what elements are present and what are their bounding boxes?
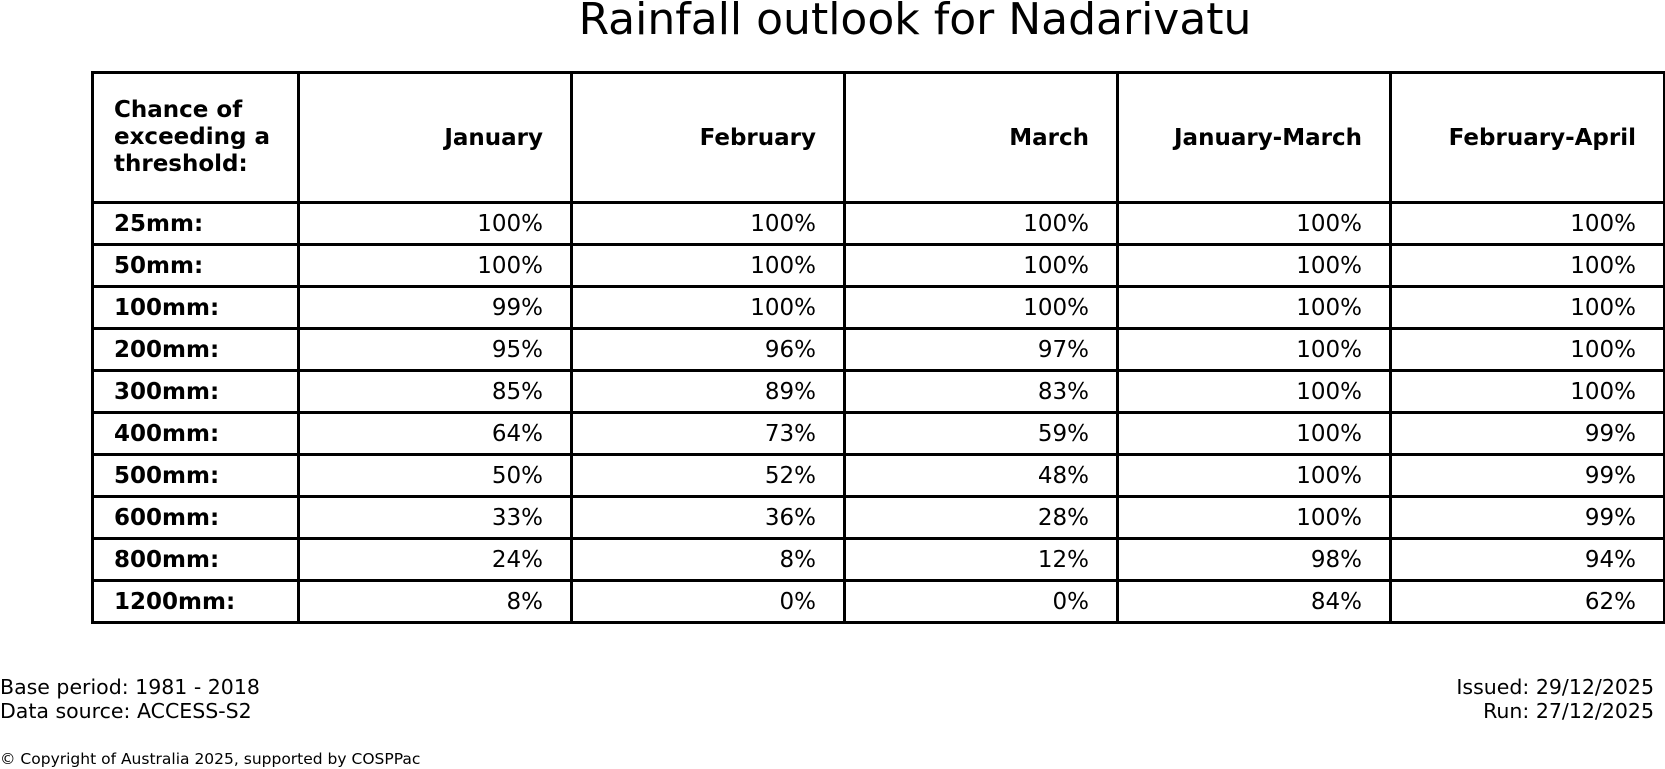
probability-cell: 95% (299, 329, 572, 371)
probability-cell: 100% (845, 203, 1118, 245)
table-row (93, 203, 1665, 245)
probability-cell: 100% (1118, 497, 1391, 539)
table-row (93, 287, 1665, 329)
threshold-header: Chance of exceeding a threshold: (93, 73, 299, 203)
probability-cell: 99% (299, 287, 572, 329)
probability-cell: 100% (299, 245, 572, 287)
threshold-label: 200mm: (93, 329, 299, 371)
probability-cell: 99% (1391, 497, 1665, 539)
table-row (93, 497, 1665, 539)
table-row (93, 371, 1665, 413)
probability-cell: 100% (572, 245, 845, 287)
table-row (93, 245, 1665, 287)
threshold-label: 500mm: (93, 455, 299, 497)
table-row (93, 581, 1665, 623)
probability-cell: 8% (299, 581, 572, 623)
column-header: January (299, 73, 572, 203)
probability-cell: 12% (845, 539, 1118, 581)
footer-right (1456, 675, 1654, 723)
probability-cell: 99% (1391, 455, 1665, 497)
probability-cell: 24% (299, 539, 572, 581)
probability-cell: 0% (572, 581, 845, 623)
probability-cell: 100% (1391, 245, 1665, 287)
probability-cell: 98% (1118, 539, 1391, 581)
probability-cell: 100% (1118, 287, 1391, 329)
probability-cell: 100% (1391, 203, 1665, 245)
probability-cell: 100% (572, 287, 845, 329)
probability-cell: 100% (1118, 203, 1391, 245)
table-header-row (93, 73, 1665, 203)
probability-cell: 33% (299, 497, 572, 539)
column-header: March (845, 73, 1118, 203)
probability-cell: 59% (845, 413, 1118, 455)
data-source-text: Data source: ACCESS-S2 (0, 699, 252, 723)
threshold-label: 25mm: (93, 203, 299, 245)
threshold-label: 50mm: (93, 245, 299, 287)
probability-cell: 52% (572, 455, 845, 497)
probability-cell: 73% (572, 413, 845, 455)
probability-cell: 100% (1118, 371, 1391, 413)
threshold-label: 800mm: (93, 539, 299, 581)
probability-cell: 8% (572, 539, 845, 581)
table-row (93, 413, 1665, 455)
probability-cell: 36% (572, 497, 845, 539)
probability-cell: 83% (845, 371, 1118, 413)
column-header: January-March (1118, 73, 1391, 203)
probability-cell: 100% (1391, 371, 1665, 413)
probability-cell: 100% (299, 203, 572, 245)
probability-cell: 100% (845, 287, 1118, 329)
probability-cell: 50% (299, 455, 572, 497)
probability-cell: 84% (1118, 581, 1391, 623)
probability-cell: 48% (845, 455, 1118, 497)
issued-date-text: Issued: 29/12/2025 (1456, 675, 1654, 699)
probability-cell: 100% (845, 245, 1118, 287)
threshold-label: 300mm: (93, 371, 299, 413)
probability-cell: 100% (1391, 287, 1665, 329)
probability-cell: 100% (572, 203, 845, 245)
probability-cell: 100% (1118, 329, 1391, 371)
probability-cell: 0% (845, 581, 1118, 623)
probability-cell: 100% (1118, 413, 1391, 455)
table-row (93, 539, 1665, 581)
table-row (93, 329, 1665, 371)
column-header: February (572, 73, 845, 203)
column-header: February-April (1391, 73, 1665, 203)
probability-cell: 62% (1391, 581, 1665, 623)
probability-cell: 100% (1118, 455, 1391, 497)
threshold-label: 400mm: (93, 413, 299, 455)
probability-cell: 64% (299, 413, 572, 455)
threshold-label: 100mm: (93, 287, 299, 329)
threshold-label: 600mm: (93, 497, 299, 539)
probability-cell: 99% (1391, 413, 1665, 455)
copyright-text: © Copyright of Australia 2025, supported by COSPPac (0, 750, 421, 768)
rainfall-outlook-table (91, 71, 1665, 624)
probability-cell: 97% (845, 329, 1118, 371)
probability-cell: 89% (572, 371, 845, 413)
probability-cell: 85% (299, 371, 572, 413)
probability-cell: 94% (1391, 539, 1665, 581)
probability-cell: 28% (845, 497, 1118, 539)
footer-left (0, 675, 260, 723)
page-title: Rainfall outlook for Nadarivatu (578, 0, 1252, 45)
run-date-text: Run: 27/12/2025 (1483, 699, 1654, 723)
probability-cell: 100% (1391, 329, 1665, 371)
probability-cell: 96% (572, 329, 845, 371)
base-period-text: Base period: 1981 - 2018 (0, 675, 260, 699)
table-row (93, 455, 1665, 497)
probability-cell: 100% (1118, 245, 1391, 287)
threshold-label: 1200mm: (93, 581, 299, 623)
